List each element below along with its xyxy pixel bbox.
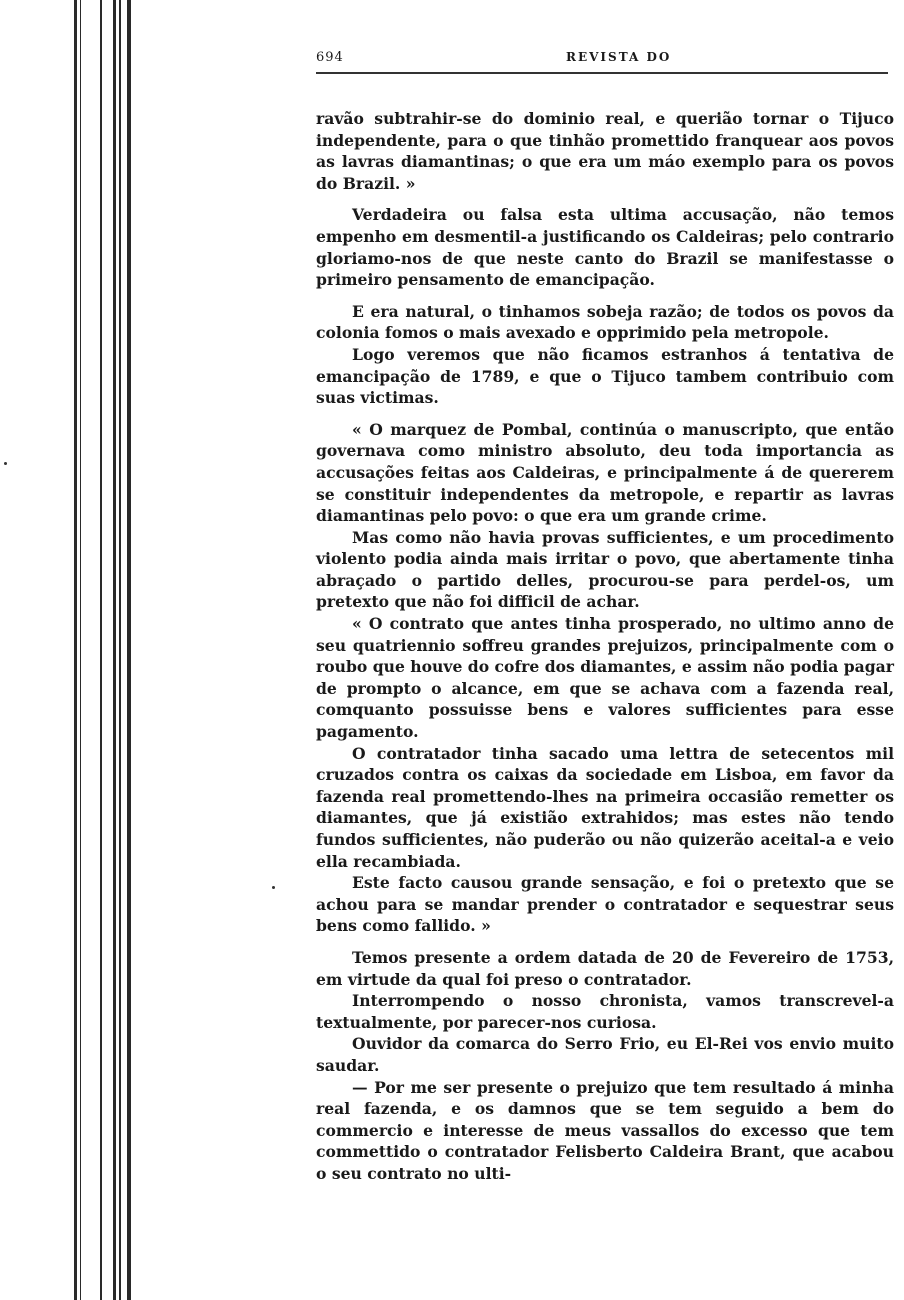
binding-line	[119, 0, 121, 1300]
ink-speck	[4, 462, 7, 465]
binding-line	[80, 0, 81, 1300]
page-number: 694	[316, 50, 344, 65]
page-header	[316, 48, 894, 70]
paragraph: Interrompendo o nosso chronista, vamos transcrevel-a textualmente, por parecer-nos curiosa.	[316, 991, 894, 1032]
paragraph: Temos presente a ordem datada de 20 de Fevereiro de 1753, em virtude da qual foi preso o contratador.	[316, 947, 894, 989]
body-text	[316, 108, 894, 1185]
header-rule	[316, 72, 888, 74]
paragraph: « O marquez de Pombal, continúa o manuscripto, que então governava como ministro absoluto, deu toda importancia as accusações feitas aos Caldeiras, e principalmente á de quererem se constituir independentes da metropole, e repartir as lavras diamantinas pelo povo: o que era um grande crime.	[316, 419, 894, 526]
paragraph: Logo veremos que não ficamos estranhos á tentativa de emancipação de 1789, e que o Tijuco tambem contribuio com suas victimas.	[316, 344, 894, 408]
paragraph: Este facto causou grande sensação, e foi o pretexto que se achou para se mandar prender o contratador e sequestrar seus bens como fallido. »	[316, 873, 894, 936]
document-page	[316, 48, 894, 1183]
page-binding-gutter	[0, 0, 140, 1300]
binding-line	[127, 0, 131, 1300]
paragraph: Mas como não havia provas sufficientes, e um procedimento violento podia ainda mais irritar o povo, que abertamente tinha abraçado o partido delles, procurou-se para perdel-os, um pretexto que não foi difficil de achar.	[316, 527, 894, 612]
paragraph: E era natural, o tinhamos sobeja razão; de todos os povos da colonia fomos o mais avexado e opprimido pela metropole.	[316, 301, 894, 343]
running-head: REVISTA DO	[566, 50, 672, 64]
paragraph: O contratador tinha sacado uma lettra de setecentos mil cruzados contra os caixas da sociedade em Lisboa, em favor da fazenda real promettendo-lhes na primeira occasião remetter os diamantes, que já existião extrahidos; mas estes não tendo fundos sufficientes, não puderão ou não quizerão aceital-a e veio ella recambiada.	[316, 743, 894, 871]
binding-line	[100, 0, 102, 1300]
binding-line	[74, 0, 77, 1300]
ink-speck	[272, 886, 275, 889]
paragraph: — Por me ser presente o prejuizo que tem resultado á minha real fazenda, e os damnos que se tem seguido a bem do commercio e interesse de meus vassallos do excesso que tem commettido o contratador Felisberto Caldeira Brant, que acabou o seu contrato no ulti-	[316, 1077, 894, 1183]
paragraph: « O contrato que antes tinha prosperado, no ultimo anno de seu quatriennio soffreu grandes prejuizos, principalmente com o roubo que houve do cofre dos diamantes, e assim não podia pagar de prompto o alcance, em que se achava com a fazenda real, comquanto possuisse bens e valores sufficientes para esse pagamento.	[316, 614, 894, 742]
paragraph: Ouvidor da comarca do Serro Frio, eu El-Rei vos envio muito saudar.	[316, 1034, 894, 1075]
paragraph: ravão subtrahir-se do dominio real, e querião tornar o Tijuco independente, para o que tinhão promettido franquear aos povos as lavras diamantinas; o que era um máo exemplo para os povos do Brazil. »	[316, 109, 894, 193]
binding-line	[113, 0, 116, 1300]
paragraph: Verdadeira ou falsa esta ultima accusação, não temos empenho em desmentil-a justificando os Caldeiras; pelo contrario gloriamo-nos de que neste canto do Brazil se manifestasse o primeiro pensamento de emancipação.	[316, 205, 894, 290]
